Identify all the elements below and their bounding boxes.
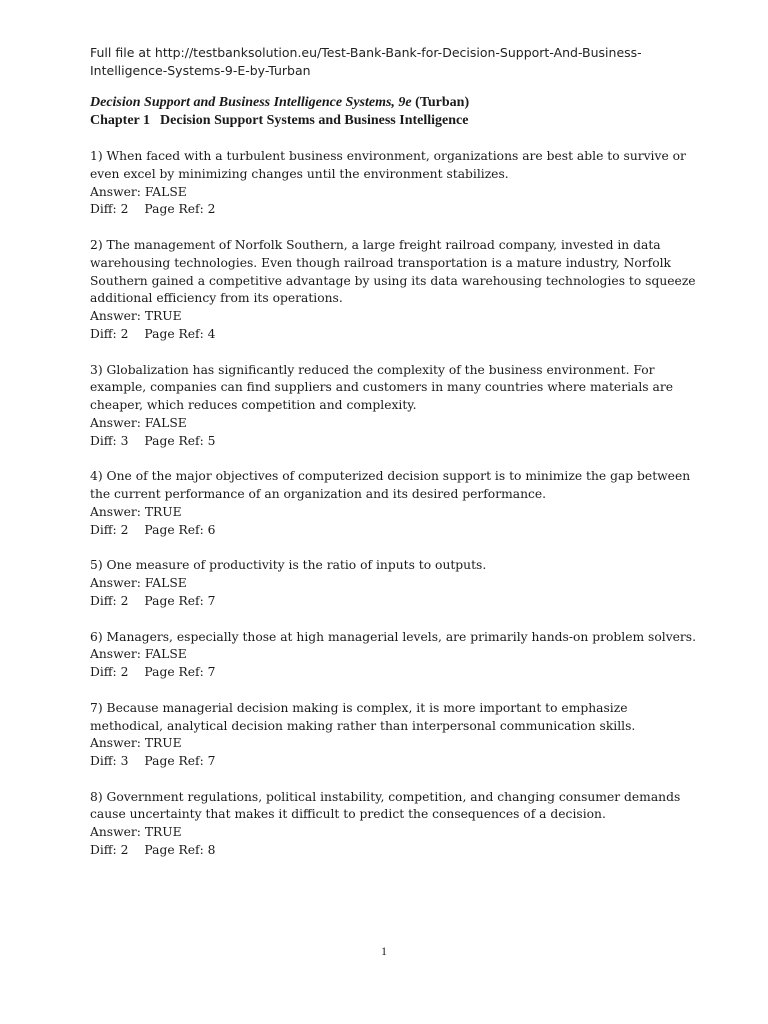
answer-line: Answer: TRUE <box>90 504 182 519</box>
book-title-text: Decision Support and Business Intelligence Systems, 9e <box>90 95 412 110</box>
question-item <box>90 468 690 539</box>
chapter-title: Decision Support Systems and Business Intelligence <box>160 113 469 128</box>
question-text-line: cause uncertainty that makes it difficult to predict the consequences of a decision. <box>90 807 606 822</box>
question-text-line: 4) One of the major objectives of computerized decision support is to minimize the gap between <box>90 469 691 484</box>
question-text-line: Southern gained a competitive advantage by using its data warehousing technologies to squeeze <box>90 273 696 288</box>
question-text-line: 6) Managers, especially those at high managerial levels, are primarily hands-on problem solvers. <box>90 629 697 644</box>
question-text-line: methodical, analytical decision making rather than interpersonal communication skills. <box>90 718 636 733</box>
question-item <box>90 148 690 219</box>
page-ref: Page Ref: 2 <box>144 202 216 217</box>
answer-line: Answer: FALSE <box>90 184 187 199</box>
chapter-label: Chapter 1 <box>90 113 151 128</box>
difficulty: Diff: 2 <box>90 202 129 217</box>
question-text-line: 8) Government regulations, political instability, competition, and changing consumer demands <box>90 789 681 804</box>
question-item <box>90 700 690 771</box>
question-text-line: additional efficiency from its operations. <box>90 291 343 306</box>
page-ref: Page Ref: 5 <box>144 433 216 448</box>
source-url-line-2: Intelligence-Systems-9-E-by-Turban <box>90 63 311 78</box>
difficulty-page-ref-line <box>90 842 690 860</box>
question-text-line: cheaper, which reduces competition and complexity. <box>90 398 417 413</box>
difficulty: Diff: 3 <box>90 754 129 769</box>
question-item <box>90 629 697 682</box>
page-ref: Page Ref: 4 <box>144 326 216 341</box>
book-author: (Turban) <box>415 95 470 110</box>
answer-line: Answer: TRUE <box>90 825 182 840</box>
difficulty-page-ref-line <box>90 433 690 451</box>
page-ref: Page Ref: 6 <box>144 522 216 537</box>
question-item <box>90 237 696 344</box>
page-ref: Page Ref: 7 <box>144 754 216 769</box>
difficulty: Diff: 2 <box>90 843 129 858</box>
answer-line: Answer: FALSE <box>90 576 187 591</box>
source-url-line-1: Full file at http://testbanksolution.eu/Test-Bank-Bank-for-Decision-Support-And-Business- <box>90 45 642 60</box>
source-url-note <box>90 44 690 80</box>
question-item <box>90 362 690 451</box>
difficulty: Diff: 2 <box>90 522 129 537</box>
question-text-line: 2) The management of Norfolk Southern, a large freight railroad company, invested in data <box>90 237 661 252</box>
question-item <box>90 557 690 610</box>
question-text-line: even excel by minimizing changes until the environment stabilizes. <box>90 166 509 181</box>
page-ref: Page Ref: 8 <box>144 843 216 858</box>
answer-line: Answer: TRUE <box>90 736 182 751</box>
question-text-line: warehousing technologies. Even though railroad transportation is a mature industry, Norfolk <box>90 255 671 270</box>
difficulty-page-ref-line <box>90 593 690 611</box>
page-ref: Page Ref: 7 <box>144 665 216 680</box>
question-text-line: 3) Globalization has significantly reduced the complexity of the business environment. For <box>90 362 655 377</box>
difficulty-page-ref-line <box>90 522 690 540</box>
difficulty-page-ref-line <box>90 326 690 344</box>
difficulty: Diff: 3 <box>90 433 129 448</box>
question-item <box>90 789 690 860</box>
difficulty-page-ref-line <box>90 201 690 219</box>
question-text-line: the current performance of an organization and its desired performance. <box>90 487 547 502</box>
page-number: 1 <box>381 944 387 958</box>
difficulty: Diff: 2 <box>90 665 129 680</box>
difficulty-page-ref-line <box>90 664 690 682</box>
answer-line: Answer: FALSE <box>90 415 187 430</box>
difficulty-page-ref-line <box>90 753 690 771</box>
chapter-heading <box>90 112 468 130</box>
question-text-line: example, companies can find suppliers and customers in many countries where materials are <box>90 380 673 395</box>
book-title <box>90 94 469 112</box>
difficulty: Diff: 2 <box>90 326 129 341</box>
question-text-line: 5) One measure of productivity is the ratio of inputs to outputs. <box>90 558 487 573</box>
difficulty: Diff: 2 <box>90 593 129 608</box>
answer-line: Answer: FALSE <box>90 647 187 662</box>
page-ref: Page Ref: 7 <box>144 593 216 608</box>
question-list <box>90 148 697 878</box>
question-text-line: 7) Because managerial decision making is complex, it is more important to emphasize <box>90 700 628 715</box>
answer-line: Answer: TRUE <box>90 309 182 324</box>
question-text-line: 1) When faced with a turbulent business environment, organizations are best able to survive or <box>90 149 686 163</box>
